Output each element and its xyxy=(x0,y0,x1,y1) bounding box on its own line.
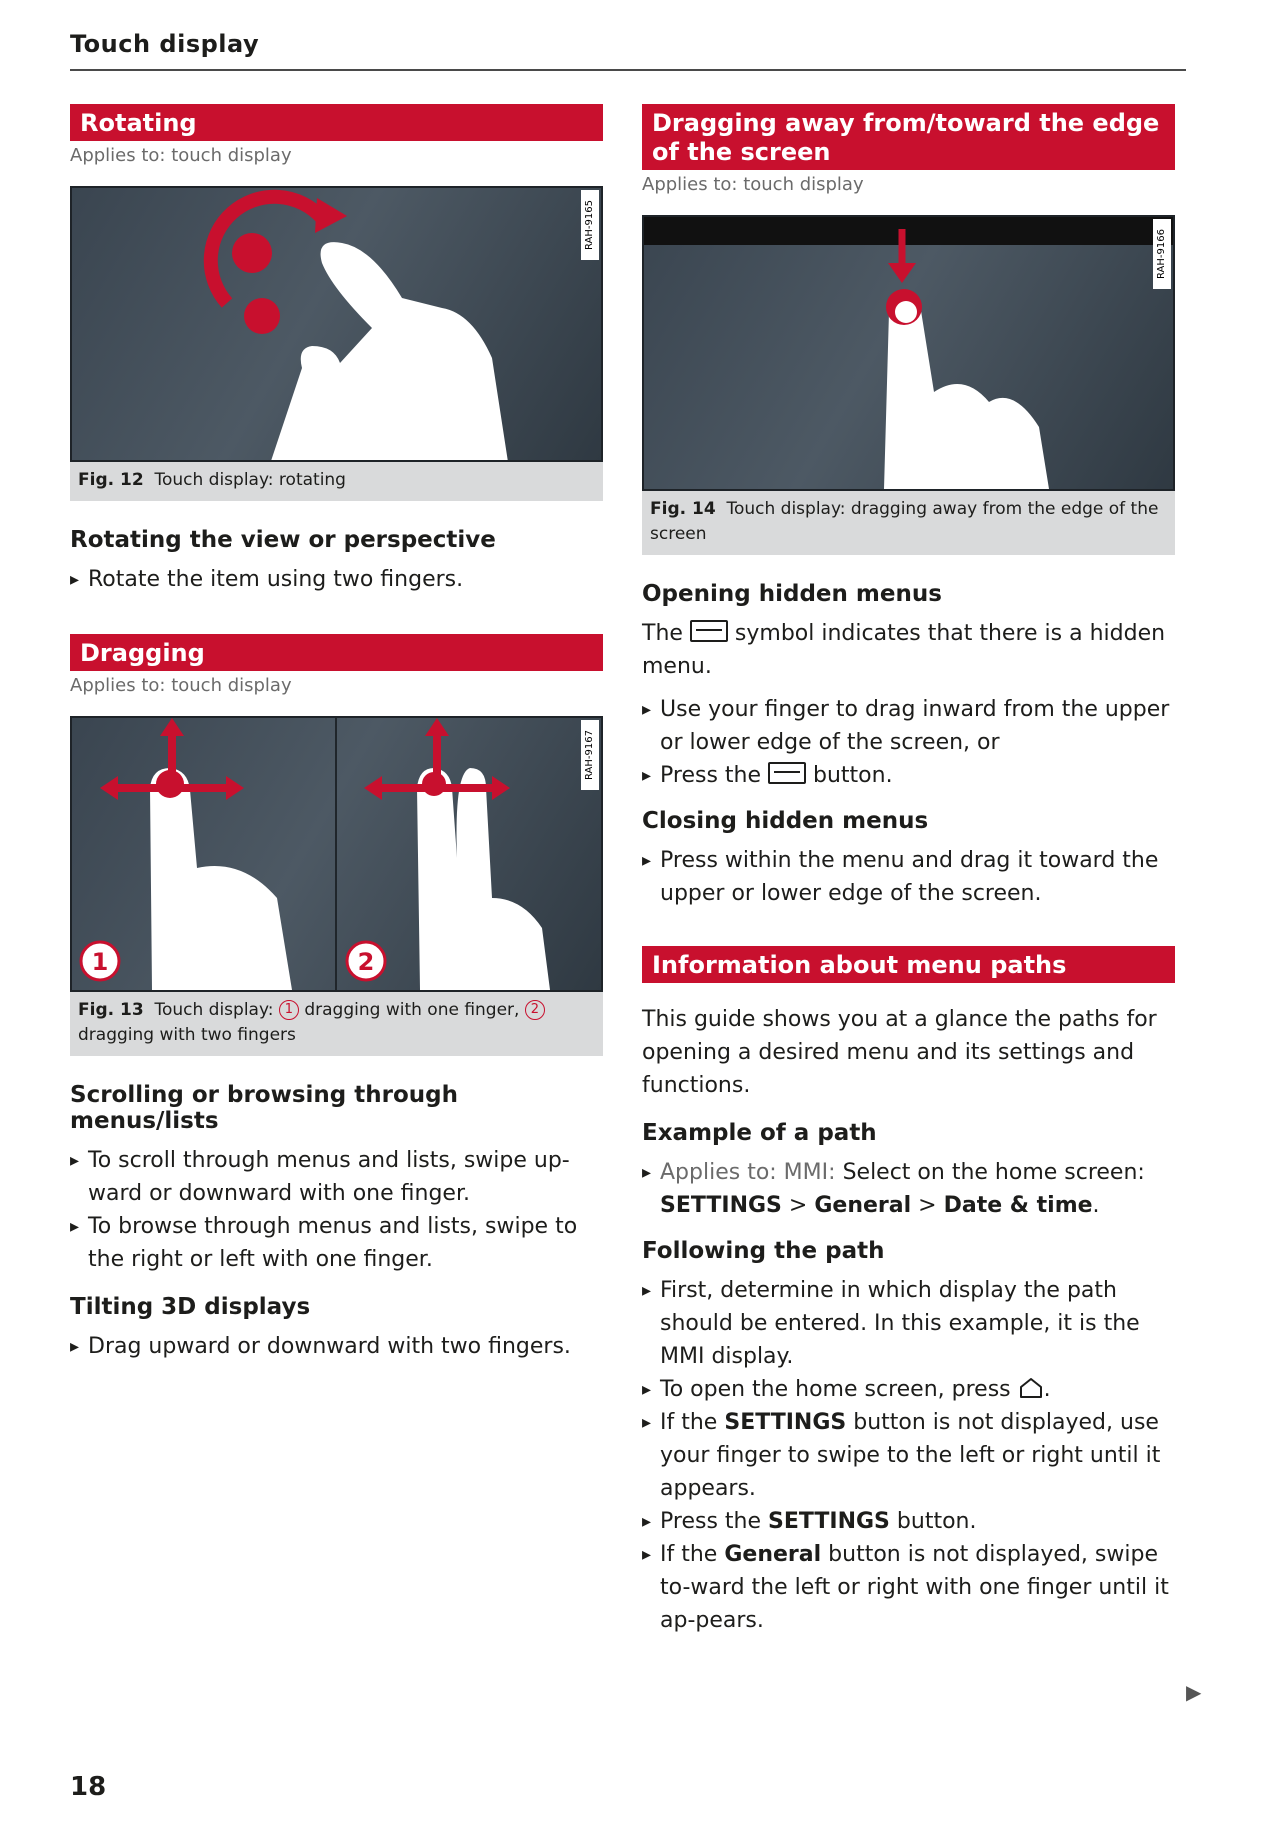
continue-arrow-icon: ▶ xyxy=(1186,1680,1202,1704)
list-item: ▸ Rotate the item using two fingers. xyxy=(70,563,603,596)
list-item: ▸ If the General button is not displayed, swipe to-ward the left or right with one finger until it ap-pears. xyxy=(642,1538,1175,1637)
section-title-menu-paths: Information about menu paths xyxy=(642,946,1175,983)
marker-1-icon: 1 xyxy=(279,1000,299,1020)
list-item: ▸ To scroll through menus and lists, swipe up-ward or downward with one finger. xyxy=(70,1144,603,1210)
list-item: ▸ To open the home screen, press . xyxy=(642,1373,1175,1406)
marker-2-icon: 2 xyxy=(525,1000,545,1020)
figure-code: RAH-9167 xyxy=(581,720,599,790)
left-column xyxy=(70,104,603,1363)
figure-12-caption: Fig. 12 Touch display: rotating xyxy=(78,470,346,490)
heading-rotating-view: Rotating the view or perspective xyxy=(70,527,496,553)
list-item: ▸ Press the button. xyxy=(642,759,1175,792)
figure-12-image xyxy=(70,186,603,462)
list-item: ▸ First, determine in which display the path should be entered. In this example, it is the MMI display. xyxy=(642,1274,1175,1373)
heading-scrolling: Scrolling or browsing through menus/lists xyxy=(70,1082,458,1134)
figure-13-image xyxy=(70,716,603,992)
list-item: ▸ To browse through menus and lists, swipe to the right or left with one finger. xyxy=(70,1210,603,1276)
heading-example-path: Example of a path xyxy=(642,1120,877,1146)
figure-14-image xyxy=(642,215,1175,491)
svg-text:1: 1 xyxy=(91,948,109,976)
section-title-edge: Dragging away from/toward the edge of the screen xyxy=(642,104,1175,170)
paragraph: The symbol indicates that there is a hidden menu. xyxy=(642,621,1166,679)
heading-tilting: Tilting 3D displays xyxy=(70,1294,311,1320)
right-column xyxy=(642,104,1175,1637)
figure-13-caption: Fig. 13 Touch display: 1 dragging with one finger, 2 dragging with two fingers xyxy=(70,992,603,1056)
applies-to: Applies to: touch display xyxy=(642,174,864,195)
drag-gesture-illustration xyxy=(72,718,601,990)
list-item: ▸ Applies to: MMI: Select on the home screen: SETTINGS > General > Date & time. xyxy=(642,1156,1175,1222)
svg-text:2: 2 xyxy=(357,948,375,976)
page-header-title: Touch display xyxy=(70,30,260,58)
heading-closing-hidden-menus: Closing hidden menus xyxy=(642,808,929,834)
menu-icon xyxy=(690,620,728,642)
edge-drag-illustration xyxy=(644,217,1173,489)
list-item: ▸ Use your finger to drag inward from the upper or lower edge of the screen, or xyxy=(642,693,1175,759)
header-divider xyxy=(70,69,1186,71)
applies-to: Applies to: touch display xyxy=(70,675,292,696)
rotate-gesture-illustration xyxy=(72,188,601,460)
section-title-rotating: Rotating xyxy=(70,104,603,141)
paragraph: This guide shows you at a glance the paths for opening a desired menu and its settings and functions. xyxy=(642,1007,1157,1098)
list-item: ▸ Drag upward or downward with two fingers. xyxy=(70,1330,603,1363)
figure-12 xyxy=(70,186,603,501)
page-number: 18 xyxy=(70,1772,107,1802)
menu-icon xyxy=(768,762,806,784)
heading-following-path: Following the path xyxy=(642,1238,885,1264)
figure-code: RAH-9166 xyxy=(1153,219,1171,289)
home-icon xyxy=(1018,1377,1044,1399)
section-title-dragging: Dragging xyxy=(70,634,603,671)
figure-13 xyxy=(70,716,603,1056)
list-item: ▸ If the SETTINGS button is not displayed, use your finger to swipe to the left or right until it appears. xyxy=(642,1406,1175,1505)
list-item: ▸ Press within the menu and drag it toward the upper or lower edge of the screen. xyxy=(642,844,1175,910)
figure-14 xyxy=(642,215,1175,555)
heading-opening-hidden-menus: Opening hidden menus xyxy=(642,581,942,607)
figure-code: RAH-9165 xyxy=(581,190,599,260)
list-item: ▸ Press the SETTINGS button. xyxy=(642,1505,1175,1538)
applies-to: Applies to: touch display xyxy=(70,145,292,166)
figure-14-caption: Fig. 14 Touch display: dragging away from the edge of the screen xyxy=(650,499,1159,544)
